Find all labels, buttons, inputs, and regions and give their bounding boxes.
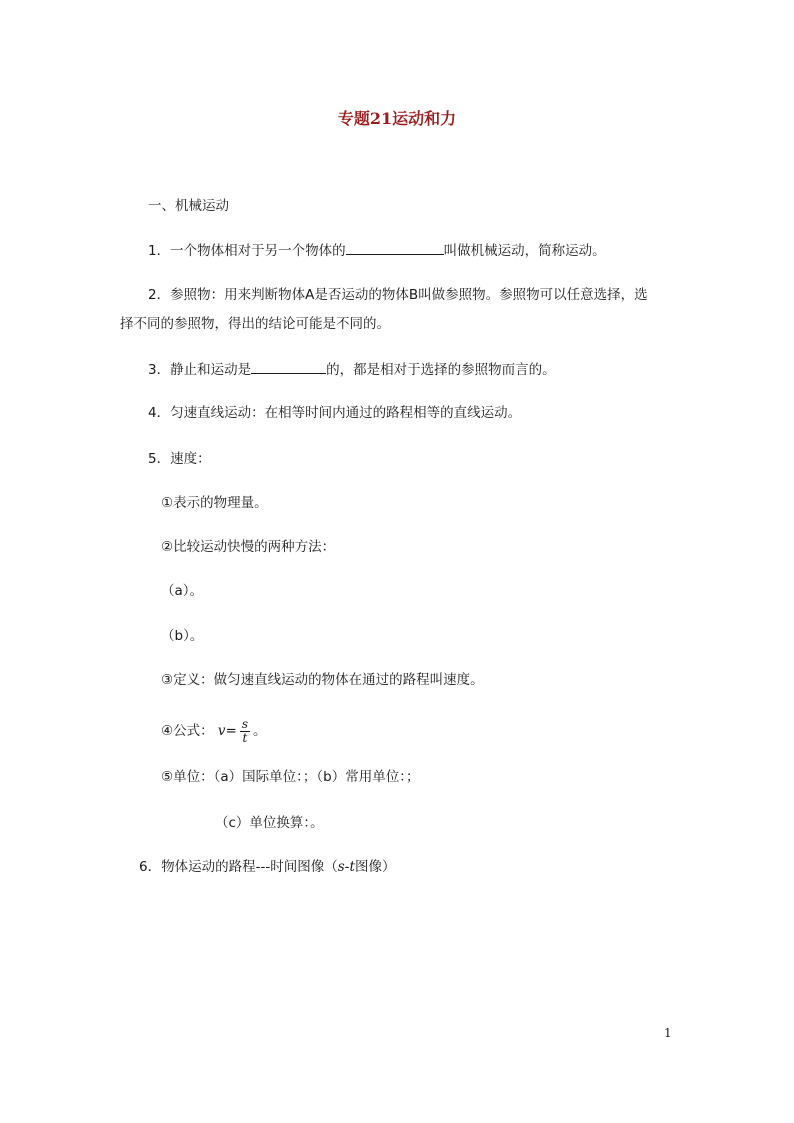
page-title: 专题21运动和力 bbox=[337, 109, 457, 128]
formula-equals: = bbox=[225, 723, 237, 739]
item-1-text-before: 1．一个物体相对于另一个物体的 bbox=[148, 243, 346, 259]
fill-blank-1[interactable] bbox=[346, 240, 444, 255]
sub-item-1: ①表示的物理量。 bbox=[161, 495, 268, 511]
formula-label: ④公式： bbox=[161, 723, 214, 739]
section-heading: 一、机械运动 bbox=[148, 198, 229, 214]
item-3-text-before: 3．静止和运动是 bbox=[148, 362, 252, 378]
sub-item-3: ③定义：做匀速直线运动的物体在通过的路程叫速度。 bbox=[161, 672, 484, 688]
item-2-line-1: 2．参照物：用来判断物体A是否运动的物体B叫做参照物。参照物可以任意选择，选 bbox=[148, 287, 648, 303]
item-6-text-after: 图像） bbox=[354, 859, 396, 875]
fill-blank-2[interactable] bbox=[251, 359, 326, 374]
sub-item-a: （a）。 bbox=[161, 583, 204, 599]
formula-end: 。 bbox=[253, 723, 267, 739]
formula-v: v bbox=[217, 723, 226, 739]
item-6-var-s: s bbox=[337, 859, 345, 875]
sub-item-5: ⑤单位：（a）国际单位：；（b）常用单位：； bbox=[161, 769, 420, 785]
fraction-numerator: s bbox=[241, 716, 249, 731]
sub-item-c: （c）单位换算：。 bbox=[215, 815, 324, 831]
item-1 bbox=[148, 240, 606, 261]
item-3-text-after: 的，都是相对于选择的参照物而言的。 bbox=[326, 362, 556, 378]
item-2-line-2: 择不同的参照物，得出的结论可能是不同的。 bbox=[120, 316, 390, 332]
item-1-text-after: 叫做机械运动，简称运动。 bbox=[443, 243, 606, 259]
item-6-text-before: 6．物体运动的路程---时间图像（ bbox=[139, 859, 338, 875]
formula-fraction bbox=[240, 718, 250, 745]
sub-item-2: ②比较运动快慢的两种方法： bbox=[161, 539, 336, 555]
item-6-var-t: t bbox=[349, 859, 355, 875]
item-6-dash: - bbox=[344, 859, 350, 875]
sub-item-4-formula bbox=[161, 716, 267, 746]
item-3 bbox=[148, 359, 556, 380]
page-number: 1 bbox=[664, 1026, 672, 1040]
item-5: 5．速度： bbox=[148, 451, 211, 467]
fraction-denominator: t bbox=[242, 730, 248, 745]
sub-item-b: （b）。 bbox=[161, 628, 204, 644]
item-4: 4．匀速直线运动：在相等时间内通过的路程相等的直线运动。 bbox=[148, 405, 522, 421]
item-6 bbox=[139, 857, 395, 877]
